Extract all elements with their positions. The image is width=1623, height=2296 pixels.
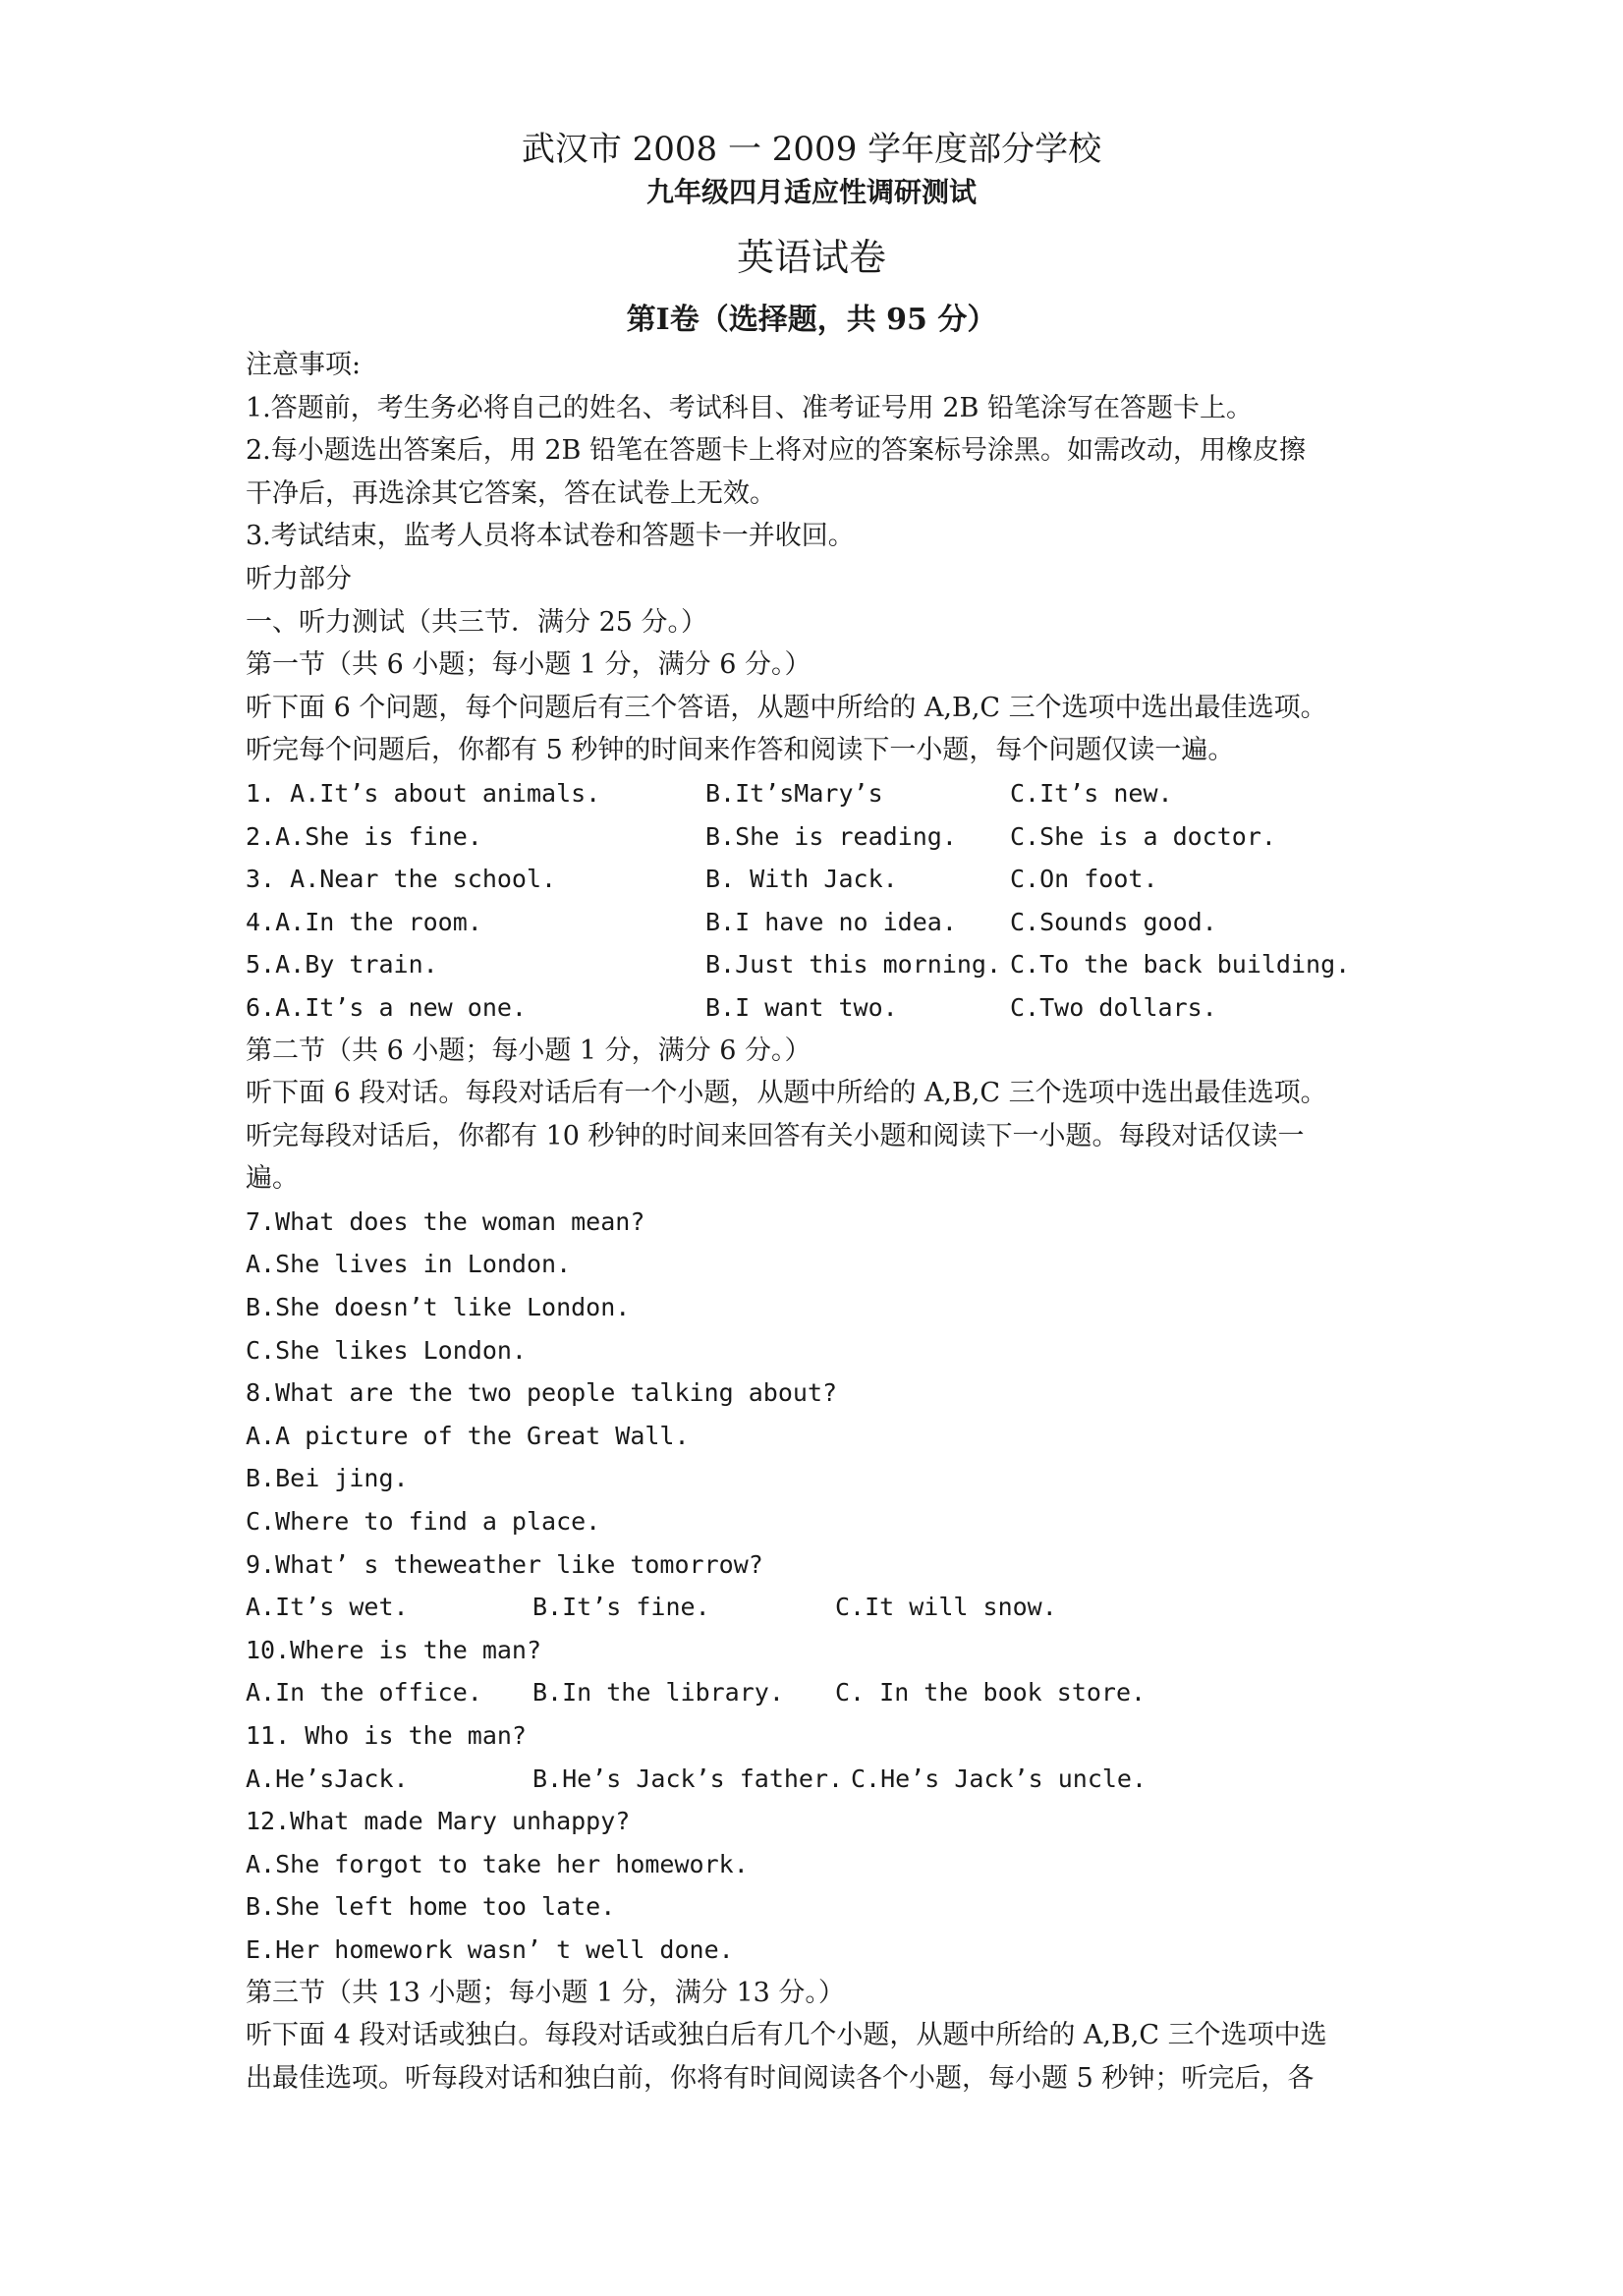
section2-instruction: 遍。 — [246, 1163, 299, 1195]
section2-instruction: 听完每段对话后，你都有 10 秒钟的时间来回答有关小题和阅读下一小题。每段对话仅读一 — [246, 1120, 1305, 1151]
option-b: B.I want two. — [705, 992, 898, 1022]
option-c: C.Sounds good. — [1010, 907, 1217, 936]
option-c: C.To the back building. — [1010, 950, 1351, 980]
question-10-stem: 10.Where is the man? — [246, 1635, 542, 1664]
question-9-options — [246, 1586, 1395, 1629]
notice-item: 2.每小题选出答案后，用 2B 铅笔在答题卡上将对应的答案标号涂黑。如需改动，用橡皮擦 — [246, 435, 1306, 467]
notice-item: 1.答题前，考生务必将自己的姓名、考试科目、准考证号用 2B 铅笔涂写在答题卡上。 — [246, 392, 1253, 423]
question-7-option-b: B.She doesn’t like London. — [246, 1293, 631, 1322]
option-b: B.She is reading. — [705, 821, 957, 851]
question-8-option-a: A.A picture of the Great Wall. — [246, 1421, 690, 1450]
survey-title: 九年级四月适应性调研测试 — [645, 176, 977, 208]
section2-title: 第二节（共 6 小题；每小题 1 分，满分 6 分。） — [246, 1035, 812, 1066]
option-b: B.It’s fine. — [532, 1593, 710, 1622]
section3-instruction: 出最佳选项。听每段对话和独白前，你将有时间阅读各个小题，每小题 5 秒钟；听完后，各 — [246, 2062, 1315, 2094]
question-12-option-b: B.She left home too late. — [246, 1892, 616, 1922]
subject-title: 英语试卷 — [736, 236, 886, 279]
school-title: 武汉市 2008 一 2009 学年度部分学校 — [521, 130, 1102, 169]
option-a: 5.A.By train. — [246, 950, 438, 980]
section1-instruction: 听下面 6 个问题，每个问题后有三个答语，从题中所给的 A,B,C 三个选项中选出最佳选项。 — [246, 692, 1327, 723]
question-12-stem: 12.What made Mary unhappy? — [246, 1807, 631, 1836]
question-12-option-a: A.She forgot to take her homework. — [246, 1849, 749, 1878]
question-row-5 — [246, 943, 1395, 986]
option-c: C.It’s new. — [1010, 778, 1173, 808]
question-12-option-c: E.Her homework wasn’ t well done. — [246, 1934, 734, 1964]
option-c: C.Two dollars. — [1010, 992, 1217, 1022]
option-a: 1. A.It’s about animals. — [246, 778, 601, 808]
option-c: C.It will snow. — [835, 1593, 1057, 1622]
section2-instruction: 听下面 6 段对话。每段对话后有一个小题，从题中所给的 A,B,C 三个选项中选出最佳选项。 — [246, 1078, 1327, 1109]
notice-heading: 注意事项: — [246, 350, 362, 380]
option-c: C.He’s Jack’s uncle. — [851, 1764, 1147, 1793]
option-c: C. In the book store. — [835, 1678, 1147, 1708]
option-a: A.In the office. — [246, 1678, 482, 1708]
option-b: B.Just this morning. — [705, 950, 1002, 980]
question-7-option-a: A.She lives in London. — [246, 1250, 572, 1279]
option-a: A.He’sJack. — [246, 1764, 409, 1793]
option-b: B.I have no idea. — [705, 907, 957, 936]
option-a: 2.A.She is fine. — [246, 821, 482, 851]
question-10-options — [246, 1671, 1395, 1714]
question-11-stem: 11. Who is the man? — [246, 1721, 527, 1750]
question-7-option-c: C.She likes London. — [246, 1335, 527, 1365]
option-c: C.On foot. — [1010, 865, 1158, 894]
question-row-4 — [246, 901, 1395, 944]
option-a: 4.A.In the room. — [246, 907, 482, 936]
option-a: 6.A.It’s a new one. — [246, 992, 527, 1022]
section1-instruction: 听完每个问题后，你都有 5 秒钟的时间来作答和阅读下一小题，每个问题仅读一遍。 — [246, 735, 1235, 766]
question-8-option-b: B.Bei jing. — [246, 1464, 409, 1493]
part-title: 第Ⅰ卷（选择题，共 95 分） — [626, 303, 997, 337]
question-11-options — [246, 1758, 1395, 1801]
exam-body — [246, 344, 1395, 2100]
option-b: B.It’sMary’s — [705, 778, 883, 808]
question-8-option-c: C.Where to find a place. — [246, 1507, 601, 1537]
option-b: B.In the library. — [532, 1678, 784, 1708]
section1-title: 第一节（共 6 小题；每小题 1 分，满分 6 分。） — [246, 649, 812, 681]
question-7-stem: 7.What does the woman mean? — [246, 1206, 645, 1236]
question-row-1 — [246, 772, 1395, 815]
section3-instruction: 听下面 4 段对话或独白。每段对话或独白后有几个小题，从题中所给的 A,B,C 三个选项中选 — [246, 2020, 1327, 2051]
option-a: 3. A.Near the school. — [246, 865, 557, 894]
option-a: A.It’s wet. — [246, 1593, 409, 1622]
option-b: B.He’s Jack’s father. — [532, 1764, 844, 1793]
option-c: C.She is a doctor. — [1010, 821, 1276, 851]
section3-title: 第三节（共 13 小题；每小题 1 分，满分 13 分。） — [246, 1977, 845, 2008]
question-row-6 — [246, 986, 1395, 1030]
listening-part-title: 听力部分 — [246, 563, 352, 594]
question-8-stem: 8.What are the two people talking about? — [246, 1378, 838, 1408]
question-9-stem: 9.What’ s theweather like tomorrow? — [246, 1549, 763, 1579]
question-row-3 — [246, 858, 1395, 901]
notice-item: 干净后，再选涂其它答案，答在试卷上无效。 — [246, 477, 776, 509]
notice-item: 3.考试结束，监考人员将本试卷和答题卡一并收回。 — [246, 521, 855, 552]
option-b: B. With Jack. — [705, 865, 898, 894]
listening-section-title: 一、听力测试（共三节．满分 25 分。） — [246, 606, 708, 638]
question-row-2 — [246, 815, 1395, 859]
